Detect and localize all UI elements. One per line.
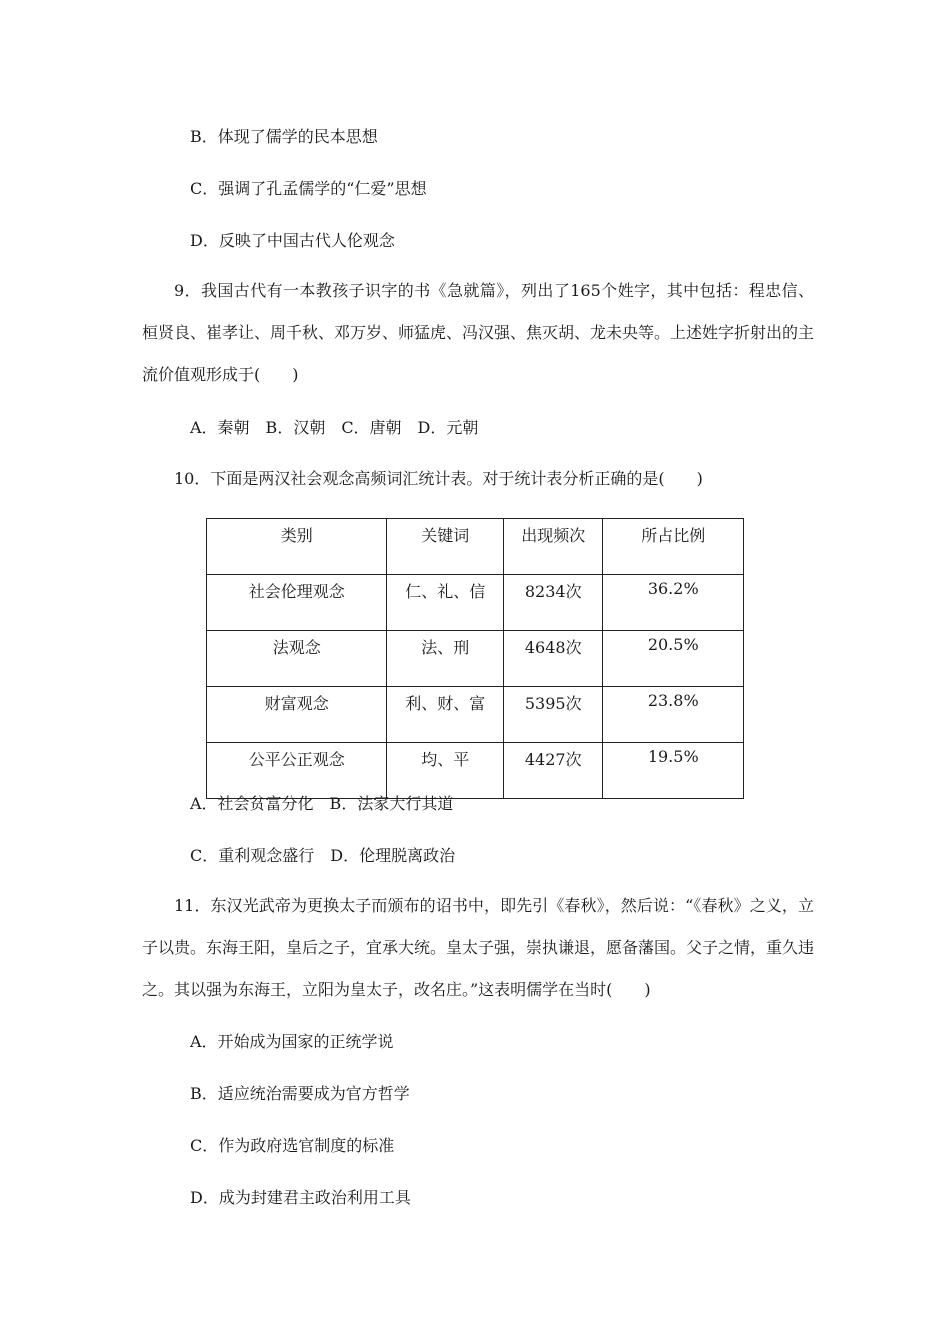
frequency-table xyxy=(206,518,744,799)
table-cell: 社会伦理观念 xyxy=(207,575,387,631)
table-cell: 4648次 xyxy=(504,631,603,687)
table-row xyxy=(207,631,744,687)
q11-option-c: C．作为政府选官制度的标准 xyxy=(190,1136,395,1155)
q8-option-d: D．反映了中国古代人伦观念 xyxy=(190,231,395,250)
table-cell: 法观念 xyxy=(207,631,387,687)
table-cell: 法、刑 xyxy=(387,631,504,687)
table-header-cell: 类别 xyxy=(207,519,387,575)
table-cell: 36.2% xyxy=(603,575,744,631)
table-cell: 利、财、富 xyxy=(387,687,504,743)
q11-option-a: A．开始成为国家的正统学说 xyxy=(190,1032,394,1051)
q11-stem: 11．东汉光武帝为更换太子而颁布的诏书中，即先引《春秋》，然后说：“《春秋》之义，立子以贵。东海王阳，皇后之子，宜承大统。皇太子强，崇执谦退，愿备藩国。父子之情，重久违之。其以强为东海王，立阳为皇太子，改名庄。”这表明儒学在当时( ) xyxy=(142,896,815,999)
q11-option-b: B．适应统治需要成为官方哲学 xyxy=(190,1084,410,1103)
q10-stem: 10．下面是两汉社会观念高频词汇统计表。对于统计表分析正确的是( ) xyxy=(174,469,703,488)
q9-stem: 9．我国古代有一本教孩子识字的书《急就篇》，列出了165个姓字，其中包括：程忠信、桓贤良、崔孝让、周千秋、邓万岁、师猛虎、冯汉强、焦灭胡、龙未央等。上述姓字折射出的主流价值观形成于( ) xyxy=(142,281,815,384)
q8-option-c: C．强调了孔孟儒学的“仁爱”思想 xyxy=(190,179,427,198)
table-header-cell: 关键词 xyxy=(387,519,504,575)
table-cell: 仁、礼、信 xyxy=(387,575,504,631)
table-cell: 20.5% xyxy=(603,631,744,687)
table-row xyxy=(207,687,744,743)
table-cell: 4427次 xyxy=(504,743,603,799)
q8-option-b: B．体现了儒学的民本思想 xyxy=(190,127,378,146)
table-cell: 8234次 xyxy=(504,575,603,631)
table-header-cell: 所占比例 xyxy=(603,519,744,575)
table-header-row xyxy=(207,519,744,575)
q10-options-ab: A．社会贫富分化 B．法家大行其道 xyxy=(190,794,454,813)
table-cell: 23.8% xyxy=(603,687,744,743)
table-cell: 公平公正观念 xyxy=(207,743,387,799)
table-row xyxy=(207,743,744,799)
table-cell: 19.5% xyxy=(603,743,744,799)
table-header-cell: 出现频次 xyxy=(504,519,603,575)
table-cell: 均、平 xyxy=(387,743,504,799)
q10-options-cd: C．重利观念盛行 D．伦理脱离政治 xyxy=(190,846,456,865)
table-cell: 5395次 xyxy=(504,687,603,743)
table-cell: 财富观念 xyxy=(207,687,387,743)
table-row xyxy=(207,575,744,631)
q9-options: A．秦朝 B．汉朝 C．唐朝 D．元朝 xyxy=(190,418,479,437)
q11-option-d: D．成为封建君主政治利用工具 xyxy=(190,1188,411,1207)
